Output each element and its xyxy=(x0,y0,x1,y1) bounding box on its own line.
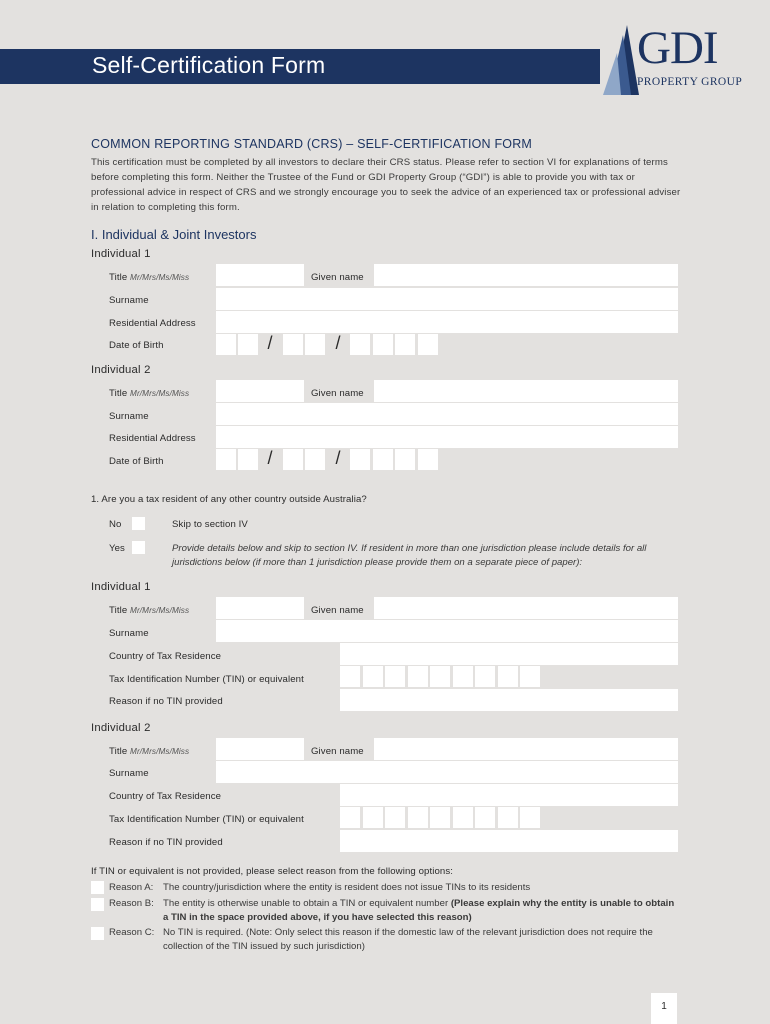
title-hint: Mr/Mrs/Ms/Miss xyxy=(130,389,190,398)
no-label: No xyxy=(109,519,122,530)
intro-paragraph: This certification must be completed by all investors to declare their CRS status. Please refer to section VI for explanations of terms before completing this form. Neither the Trustee of the Fund or GDI Property Group (“GDI”) is able to provide you with tax or professional advice in respect of CRS and we strongly encourage you to seek the advice of an experienced tax or professional adviser in relation to completing this form. xyxy=(91,157,681,213)
ind1-title-input[interactable] xyxy=(216,264,304,286)
reason-c-text: No TIN is required. (Note: Only select this reason if the domestic law of the relevant jurisdiction does not require the collection of the TIN issued by such jurisdiction) xyxy=(163,927,653,952)
reason-a-text: The country/jurisdiction where the entity is resident does not issue TINs to its residents xyxy=(163,882,531,893)
tax2-tin-cell[interactable] xyxy=(385,807,405,828)
ind2-dob-month-2[interactable] xyxy=(305,449,325,470)
title-label xyxy=(109,388,189,399)
surname-label: Surname xyxy=(109,628,149,639)
reason-b-plain: The entity is otherwise unable to obtain a TIN or equivalent number xyxy=(163,898,449,909)
tax-individual-1-heading: Individual 1 xyxy=(91,581,151,593)
tax2-country-input[interactable] xyxy=(340,784,678,806)
tax2-tin-cell[interactable] xyxy=(475,807,495,828)
tax2-tin-cell[interactable] xyxy=(430,807,450,828)
form-heading: COMMON REPORTING STANDARD (CRS) – SELF-CERTIFICATION FORM xyxy=(91,137,533,151)
ind2-title-input[interactable] xyxy=(216,380,304,402)
ind1-dob-year-1[interactable] xyxy=(350,334,370,355)
ind2-dob-month-1[interactable] xyxy=(283,449,303,470)
ind2-dob-year-2[interactable] xyxy=(373,449,393,470)
reasons-intro: If TIN or equivalent is not provided, please select reason from the following options: xyxy=(91,866,453,877)
ind1-dob-day-2[interactable] xyxy=(238,334,258,355)
tax1-tin-cell[interactable] xyxy=(363,666,383,687)
yes-label: Yes xyxy=(109,543,125,554)
gdi-logo-subtitle: PROPERTY GROUP xyxy=(637,76,743,88)
ind1-dob-month-1[interactable] xyxy=(283,334,303,355)
given-name-label: Given name xyxy=(311,388,364,399)
title-hint: Mr/Mrs/Ms/Miss xyxy=(130,606,190,615)
dob-label: Date of Birth xyxy=(109,340,164,351)
ind2-surname-input[interactable] xyxy=(216,403,678,425)
tax1-surname-input[interactable] xyxy=(216,620,678,642)
tax2-title-input[interactable] xyxy=(216,738,304,760)
ind1-dob-day-1[interactable] xyxy=(216,334,236,355)
reason-c-checkbox[interactable] xyxy=(91,927,104,940)
dob-separator: / xyxy=(267,448,273,468)
tax1-tin-cell[interactable] xyxy=(340,666,360,687)
given-name-label: Given name xyxy=(311,272,364,283)
reason-label: Reason if no TIN provided xyxy=(109,837,223,848)
ind2-dob-year-1[interactable] xyxy=(350,449,370,470)
yes-instruction: Provide details below and skip to section IV. If resident in more than one jurisdiction please include details for all jurisdictions below (if more than 1 jurisdiction please provide them on a separate piece of paper): xyxy=(172,543,647,568)
tax2-reason-input[interactable] xyxy=(340,830,678,852)
dob-separator: / xyxy=(335,333,341,353)
given-name-label: Given name xyxy=(311,605,364,616)
tax1-title-input[interactable] xyxy=(216,597,304,619)
tax2-tin-cell[interactable] xyxy=(453,807,473,828)
ind1-address-input[interactable] xyxy=(216,311,678,333)
no-instruction: Skip to section IV xyxy=(172,519,248,530)
reason-b-checkbox[interactable] xyxy=(91,898,104,911)
question-1: 1. Are you a tax resident of any other country outside Australia? xyxy=(91,494,367,505)
gdi-tower-logo-icon xyxy=(603,25,639,95)
country-label: Country of Tax Residence xyxy=(109,651,222,662)
tax1-tin-cell[interactable] xyxy=(430,666,450,687)
ind1-dob-year-3[interactable] xyxy=(395,334,415,355)
ind1-dob-month-2[interactable] xyxy=(305,334,325,355)
title-label-text: Title xyxy=(109,605,128,616)
tax2-tin-cell[interactable] xyxy=(340,807,360,828)
tax1-tin-cell[interactable] xyxy=(385,666,405,687)
reason-c-label: Reason C: xyxy=(109,927,155,938)
reason-b-label: Reason B: xyxy=(109,898,154,909)
ind2-dob-year-3[interactable] xyxy=(395,449,415,470)
section-title: I. Individual & Joint Investors xyxy=(91,227,257,242)
title-label xyxy=(109,605,189,616)
reason-a-checkbox[interactable] xyxy=(91,881,104,894)
ind2-address-input[interactable] xyxy=(216,426,678,448)
ind1-given-name-input[interactable] xyxy=(374,264,678,286)
title-label-text: Title xyxy=(109,746,128,757)
individual-1-heading: Individual 1 xyxy=(91,248,151,260)
ind2-dob-day-1[interactable] xyxy=(216,449,236,470)
no-checkbox[interactable] xyxy=(132,517,145,530)
tax2-surname-input[interactable] xyxy=(216,761,678,783)
title-hint: Mr/Mrs/Ms/Miss xyxy=(130,747,190,756)
given-name-label: Given name xyxy=(311,746,364,757)
ind1-dob-year-2[interactable] xyxy=(373,334,393,355)
surname-label: Surname xyxy=(109,768,149,779)
tin-label: Tax Identification Number (TIN) or equivalent xyxy=(109,814,304,825)
ind2-dob-year-4[interactable] xyxy=(418,449,438,470)
reason-b-text xyxy=(163,897,678,925)
tax1-given-name-input[interactable] xyxy=(374,597,678,619)
page-title: Self-Certification Form xyxy=(92,52,326,78)
title-label-text: Title xyxy=(109,388,128,399)
tax1-country-input[interactable] xyxy=(340,643,678,665)
tax-individual-2-heading: Individual 2 xyxy=(91,722,151,734)
tax2-tin-cell[interactable] xyxy=(408,807,428,828)
reason-label: Reason if no TIN provided xyxy=(109,696,223,707)
gdi-logo-text: GDI xyxy=(637,22,718,74)
individual-2-heading: Individual 2 xyxy=(91,364,151,376)
tax1-tin-cell[interactable] xyxy=(453,666,473,687)
yes-checkbox[interactable] xyxy=(132,541,145,554)
title-label xyxy=(109,272,189,283)
tax1-tin-cell[interactable] xyxy=(520,666,540,687)
ind1-dob-year-4[interactable] xyxy=(418,334,438,355)
tax1-tin-cell[interactable] xyxy=(498,666,518,687)
address-label: Residential Address xyxy=(109,318,196,329)
surname-label: Surname xyxy=(109,411,149,422)
tax2-given-name-input[interactable] xyxy=(374,738,678,760)
ind2-given-name-input[interactable] xyxy=(374,380,678,402)
title-hint: Mr/Mrs/Ms/Miss xyxy=(130,273,190,282)
reason-b-bold: (Please explain why the entity is unable to obtain a TIN in the space provided above, if you have selected this reason) xyxy=(163,898,675,923)
tax1-reason-input[interactable] xyxy=(340,689,678,711)
tax1-tin-cell[interactable] xyxy=(475,666,495,687)
dob-separator: / xyxy=(267,333,273,353)
country-label: Country of Tax Residence xyxy=(109,791,222,802)
surname-label: Surname xyxy=(109,295,149,306)
tax2-tin-cell[interactable] xyxy=(363,807,383,828)
dob-label: Date of Birth xyxy=(109,456,164,467)
tax2-tin-cell[interactable] xyxy=(520,807,540,828)
title-label-text: Title xyxy=(109,272,128,283)
address-label: Residential Address xyxy=(109,433,196,444)
tin-label: Tax Identification Number (TIN) or equivalent xyxy=(109,674,304,685)
ind2-dob-day-2[interactable] xyxy=(238,449,258,470)
dob-separator: / xyxy=(335,448,341,468)
title-label xyxy=(109,746,189,757)
reason-a-label: Reason A: xyxy=(109,882,154,893)
tax1-tin-cell[interactable] xyxy=(408,666,428,687)
tax2-tin-cell[interactable] xyxy=(498,807,518,828)
ind1-surname-input[interactable] xyxy=(216,288,678,310)
page-number: 1 xyxy=(651,993,677,1024)
